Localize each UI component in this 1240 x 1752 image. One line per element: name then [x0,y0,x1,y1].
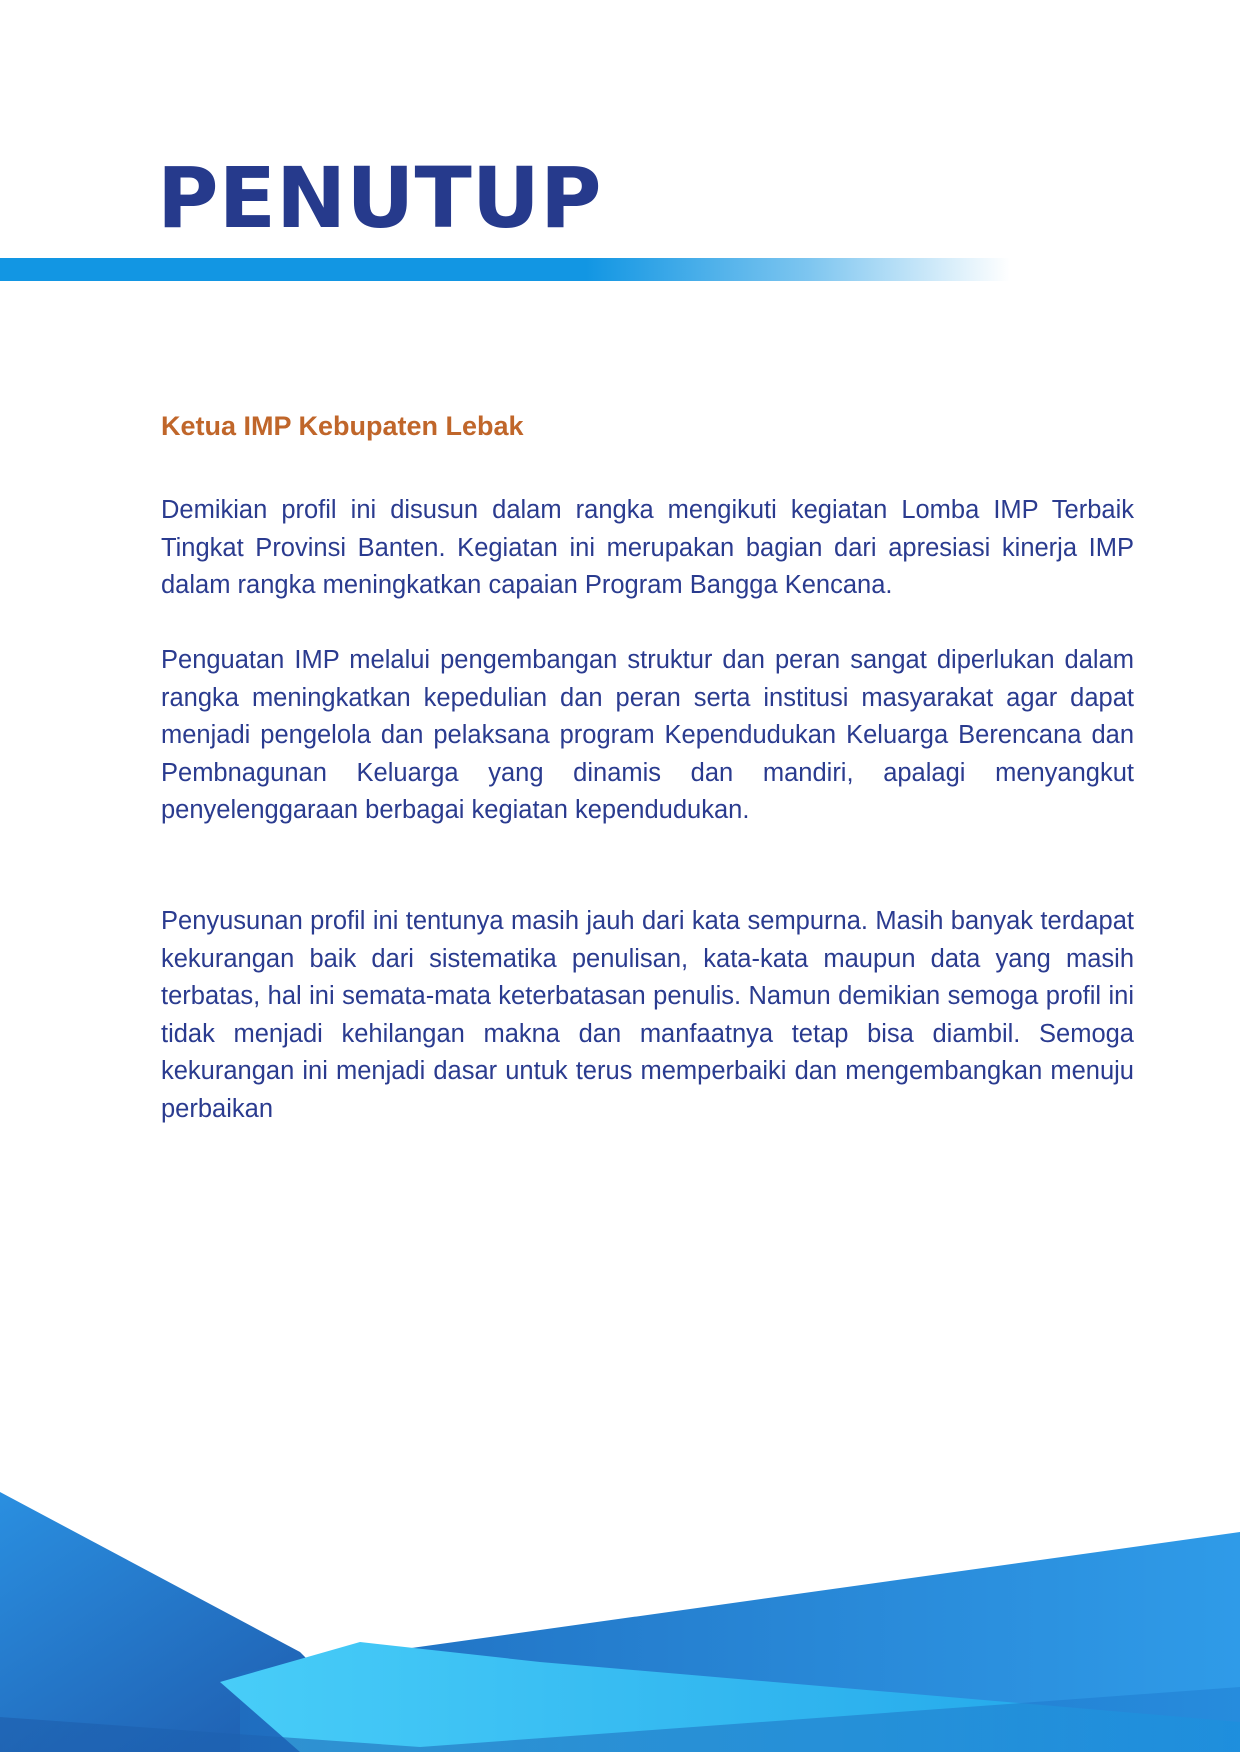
paragraph-2: Penguatan IMP melalui pengembangan struktur dan peran sangat diperlukan dalam rangka meningkatkan kepedulian dan peran serta institusi masyarakat agar dapat menjadi pengelola dan pelaksana program Kependudukan Keluarga Berencana dan Pembnagunan Keluarga yang dinamis dan mandiri, apalagi menyangkut penyelenggaraan berbagai kegiatan kependudukan. [161,646,1134,824]
page-title: PENUTUP [157,149,602,247]
title-underline-bar [0,258,1010,281]
paragraph-1: Demikian profil ini disusun dalam rangka mengikuti kegiatan Lomba IMP Terbaik Tingkat Provinsi Banten. Kegiatan ini merupakan bagian dari apresiasi kinerja IMP dalam rangka meningkatkan capaian Program Bangga Kencana. [161,496,1134,599]
blue-wave-footer [0,1492,1240,1752]
section-subtitle: Ketua IMP Kebupaten Lebak [161,411,524,441]
paragraph-3: Penyusunan profil ini tentunya masih jauh dari kata sempurna. Masih banyak terdapat kekurangan baik dari sistematika penulisan, kata-kata maupun data yang masih terbatas, hal ini semata-mata keterbatasan penulis. Namun demikian semoga profil ini tidak menjadi kehilangan makna dan manfaatnya tetap bisa diambil. Semoga kekurangan ini menjadi dasar untuk terus memperbaiki dan mengembangkan menuju perbaikan [161,907,1134,1123]
